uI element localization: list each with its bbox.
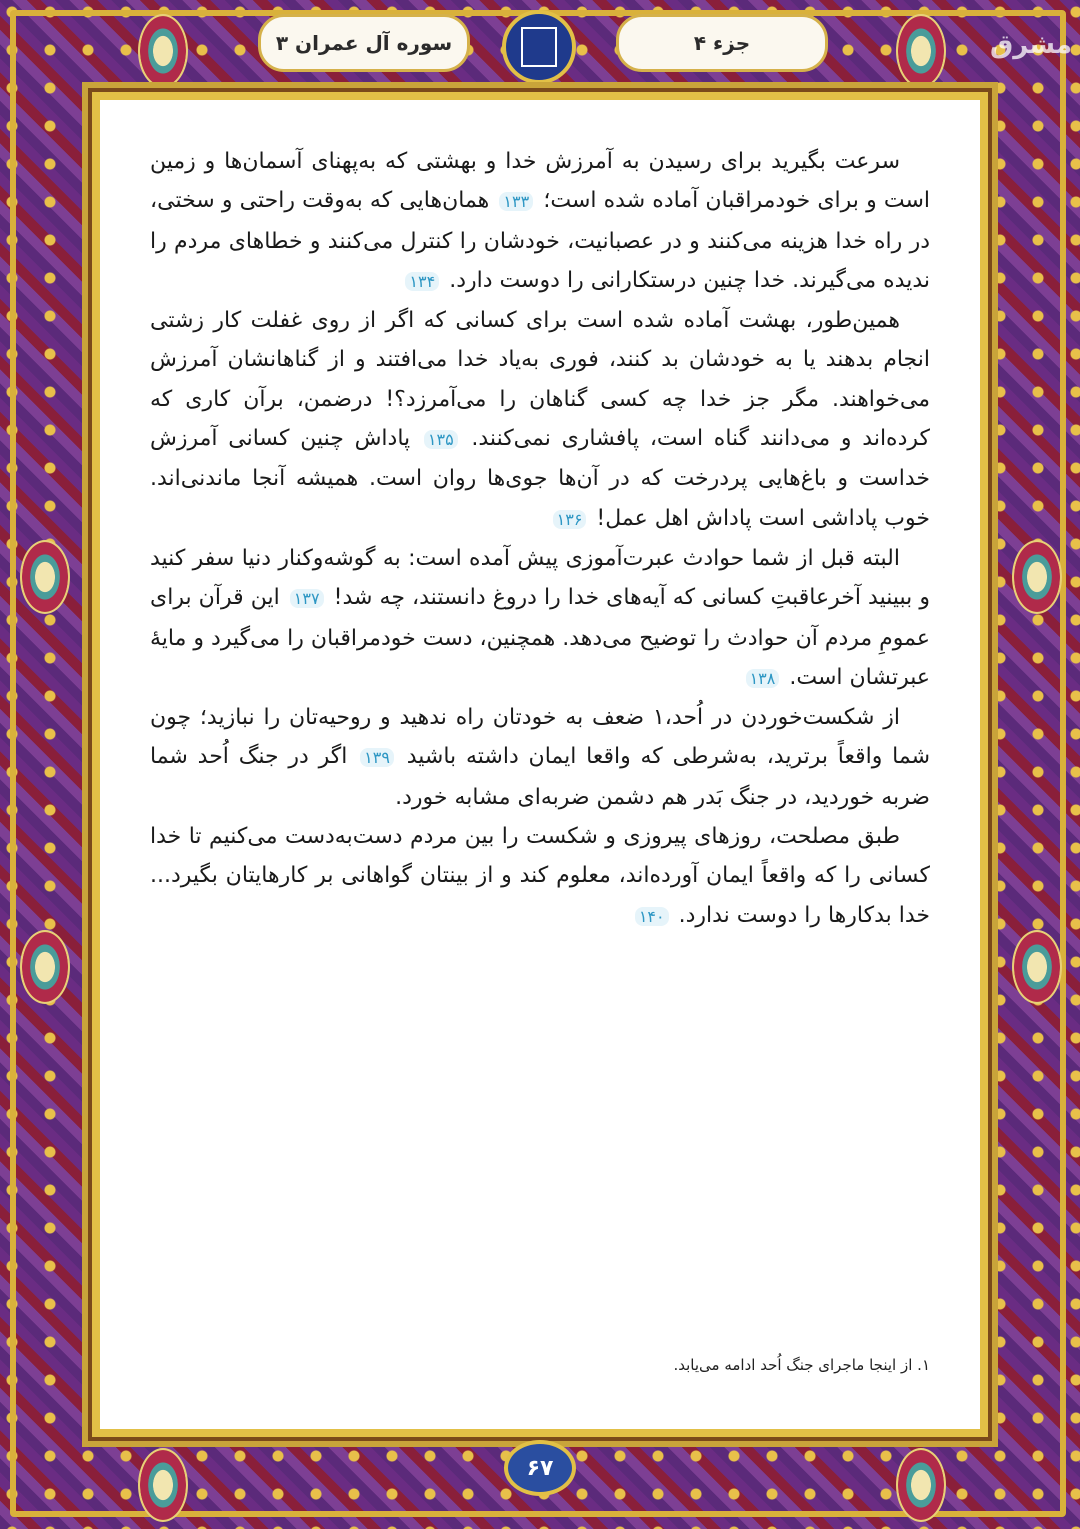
- ornament-medallion: [896, 1448, 946, 1522]
- verse-number: ۱۴۰: [635, 907, 669, 926]
- paragraph: [150, 698, 930, 817]
- page-number: ۶۷: [504, 1440, 576, 1496]
- ornament-medallion: [138, 14, 188, 88]
- paragraph: [150, 539, 930, 698]
- paragraph: [150, 817, 930, 936]
- ornament-medallion: [138, 1448, 188, 1522]
- watermark-text: مشرق: [990, 30, 1072, 60]
- ornament-medallion: [20, 930, 70, 1004]
- verse-text: از شکست‌خوردن در اُحد،۱ ضعف به خودتان راه ندهید و روحیه‌تان را نبازید؛ چون شما واقعاً برترید، به‌شرطی که واقعا ایمان داشته باشید: [150, 705, 930, 770]
- emblem-glyph: [521, 27, 557, 67]
- verse-text: البته قبل از شما حوادث عبرت‌آموزی پیش آمده است: به گوشه‌وکنار دنیا سفر کنید و ببینید آخرعاقبتِ کسانی که آیه‌های خدا را دروغ دانستند، چه شد!: [150, 545, 930, 611]
- verse-number: ۱۳۶: [553, 510, 587, 529]
- verse-number: ۱۳۹: [360, 748, 394, 767]
- ornament-medallion: [896, 14, 946, 88]
- juz-title-tab: [616, 14, 828, 72]
- ornament-medallion: [20, 540, 70, 614]
- translation-text: [150, 142, 930, 936]
- verse-text: اگر در جنگ اُحد شما ضربه خوردید، در جنگ بَدر هم دشمن ضربه‌ای مشابه خورد.: [150, 744, 930, 810]
- verse-number: ۱۳۵: [424, 430, 458, 449]
- ornament-medallion: [1012, 930, 1062, 1004]
- paragraph: [150, 301, 930, 539]
- verse-text: این قرآن برای عمومِ مردم آن حوادث را توضیح می‌دهد. همچنین، دست خودمراقبان را می‌گیرد و مایهٔ عبرتشان است.: [150, 585, 930, 690]
- emblem-icon: [502, 10, 576, 84]
- verse-number: ۱۳۳: [499, 192, 533, 211]
- paragraph: [150, 142, 930, 301]
- footnote: ۱. از اینجا ماجرای جنگ اُحد ادامه می‌یابد.: [673, 1356, 930, 1374]
- surah-title-tab: [258, 14, 470, 72]
- verse-number: ۱۳۸: [746, 669, 780, 688]
- ornament-medallion: [1012, 540, 1062, 614]
- verse-text: همان‌هایی که به‌وقت راحتی و سختی، در راه خدا هزینه می‌کنند و در عصبانیت، خودشان را کنترل می‌کنند و خطاهای مردم را ندیده می‌گیرند. خدا چنین درستکارانی را دوست دارد.: [150, 188, 930, 293]
- verse-text: همین‌طور، بهشت آماده شده است برای کسانی که اگر از روی غفلت کار زشتی انجام بدهند یا به خودشان بد کنند، فوری به‌یاد خدا می‌افتند و از گناهانشان آمرزش می‌خواهند. مگر جز خدا چه کسی گناهان را می‌آمرزد؟! درضمن، برآن کاری که کرده‌اند و می‌دانند گناه است، پافشاری نمی‌کنند.: [150, 308, 930, 452]
- verse-number: ۱۳۴: [405, 272, 439, 291]
- verse-number: ۱۳۷: [290, 589, 324, 608]
- verse-text: طبق مصلحت، روزهای پیروزی و شکست را بین مردم دست‌به‌دست می‌کنیم تا خدا کسانی را که واقعاً ایمان آورده‌اند، معلوم کند و از بینتان گواهانی بر کارهایتان بگیرد... خدا بدکارها را دوست ندارد.: [150, 824, 930, 928]
- verse-text: سرعت بگیرید برای رسیدن به آمرزش خدا و بهشتی که به‌پهنای آسمان‌ها و زمین است و برای خودمراقبان آماده شده است؛: [150, 149, 930, 214]
- surah-title: سوره آل عمران ۳: [275, 31, 453, 55]
- juz-title: جزء ۴: [693, 31, 751, 55]
- verse-text: پاداش چنین کسانی آمرزش خداست و باغ‌هایی پردرخت که در آن‌ها جوی‌ها روان است. همیشه آنجا ماندنی‌اند. خوب پاداشی است پاداش اهل عمل!: [150, 426, 930, 531]
